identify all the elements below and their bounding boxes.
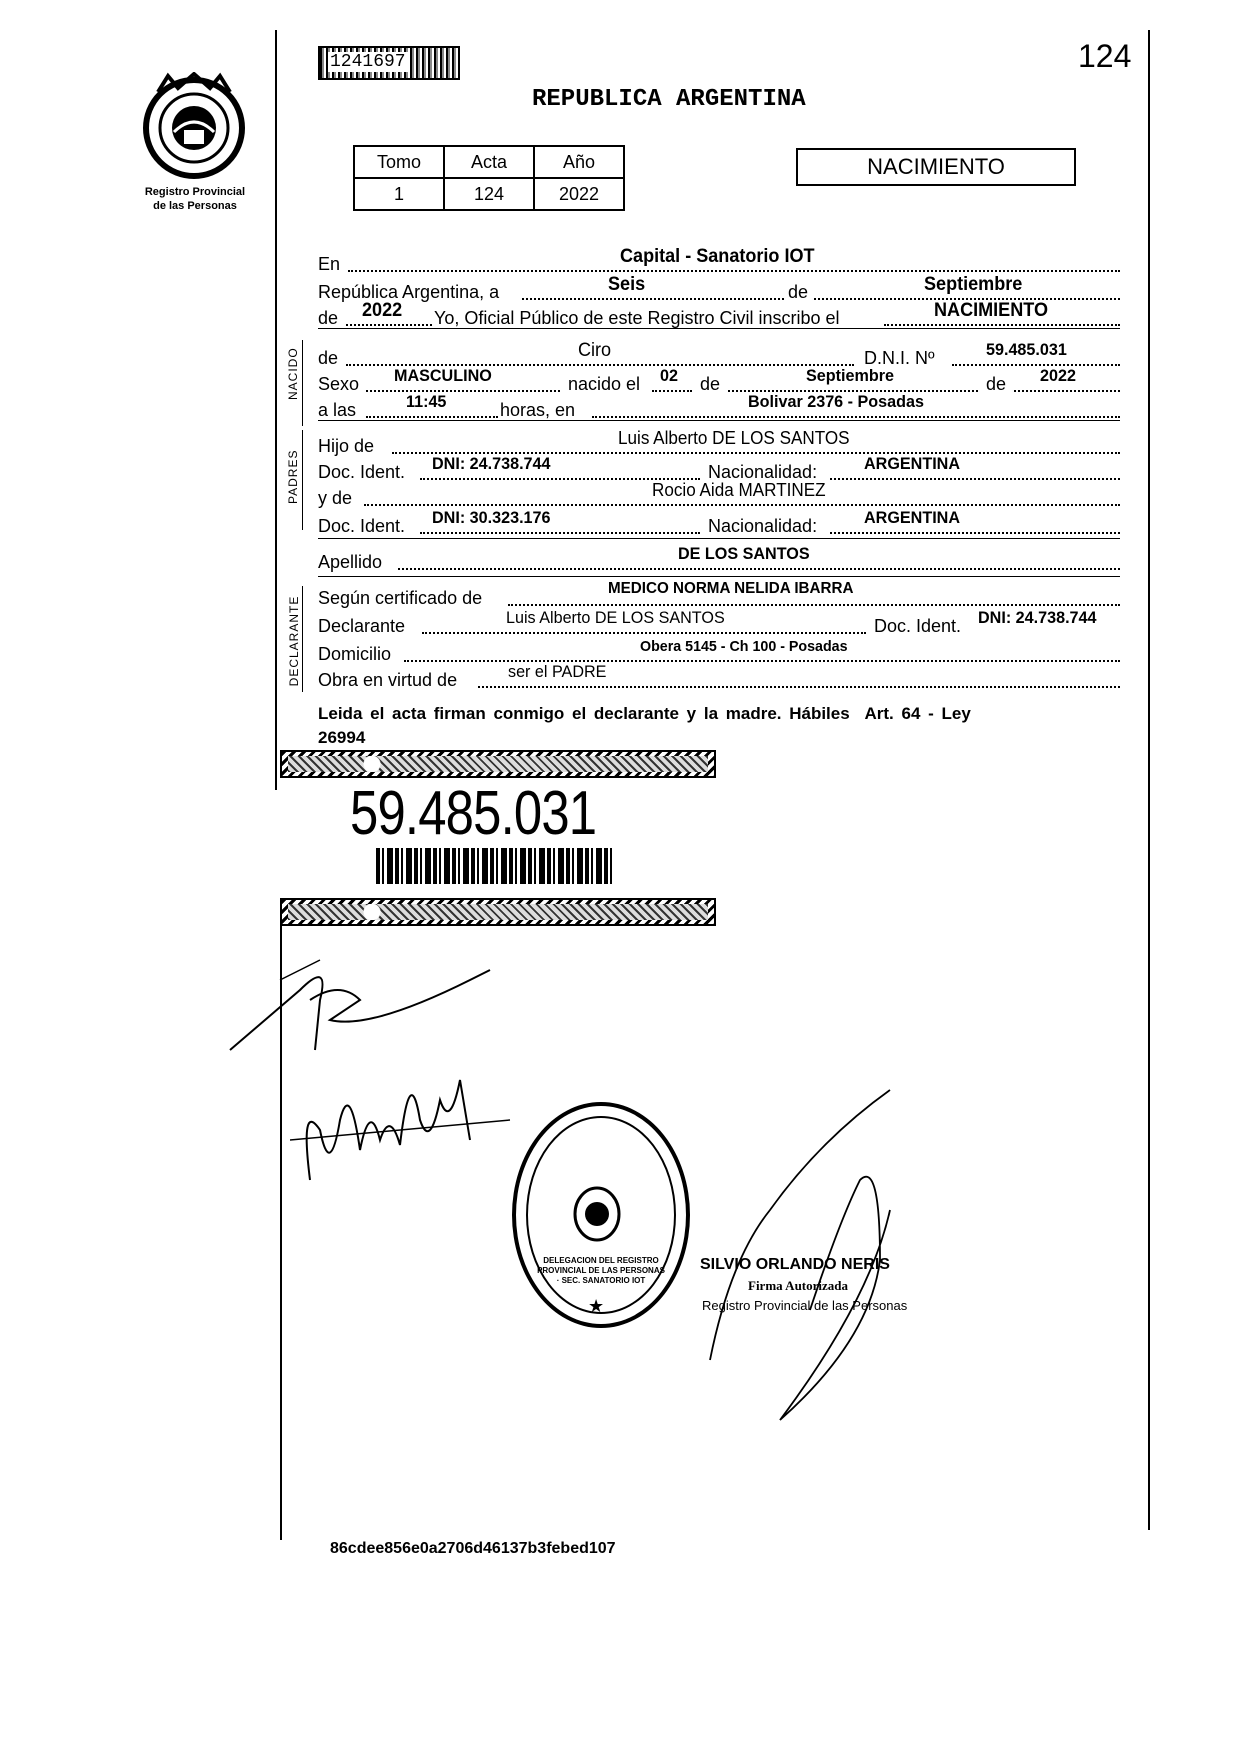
birth-day-dots — [652, 390, 692, 392]
page-number: 124 — [1078, 38, 1132, 74]
dni-label: D.N.I. Nº — [864, 348, 935, 368]
en-dots — [348, 270, 1120, 272]
acta-value: 124 — [444, 178, 534, 210]
tomo-value: 1 — [354, 178, 444, 210]
event-dots — [884, 324, 1120, 326]
padre-value: Luis Alberto DE LOS SANTOS — [618, 428, 850, 448]
doc2-value: DNI: 30.323.176 — [432, 508, 551, 527]
official-seal — [512, 1102, 690, 1328]
nac2-label: Nacionalidad: — [708, 516, 818, 536]
obra-label: Obra en virtud de — [318, 670, 458, 690]
doc1-value: DNI: 24.738.744 — [432, 454, 551, 473]
divider-2 — [318, 420, 1120, 421]
serial-stamp: 1241697 — [318, 46, 460, 80]
seal-text: DELEGACION DEL REGISTRO PROVINCIAL DE LAS PERSONAS · SEC. SANATORIO IOT — [537, 1256, 665, 1285]
official-signature-icon — [690, 1060, 950, 1440]
official-title: Firma Autorizada — [748, 1278, 849, 1293]
padres-bracket — [302, 430, 303, 530]
hijo-label: Hijo de — [318, 436, 375, 456]
sexo-value: MASCULINO — [394, 366, 492, 385]
nac1-label: Nacionalidad: — [708, 462, 818, 482]
anio-value: 2022 — [534, 178, 624, 210]
declarante-value: Luis Alberto DE LOS SANTOS — [506, 608, 725, 627]
doc2-label: Doc. Ident. — [318, 516, 406, 536]
act-type-box — [796, 148, 1076, 186]
year-dots — [346, 324, 432, 326]
en-label: En — [318, 254, 341, 274]
declarante-label: Declarante — [318, 616, 406, 636]
tomo-header: Tomo — [354, 146, 444, 178]
de4-label: de — [986, 374, 1007, 394]
lugar-value: Bolivar 2376 - Posadas — [748, 392, 924, 411]
birth-day: 02 — [660, 366, 678, 385]
dni-dots — [952, 364, 1120, 366]
birth-month: Septiembre — [806, 366, 894, 385]
horas-label: horas, en — [500, 400, 576, 420]
nombre-value: Ciro — [578, 340, 612, 361]
logo-caption-1: Registro Provincial — [144, 186, 246, 198]
act-type-label: NACIMIENTO — [867, 154, 1005, 179]
section-declarante: DECLARANTE — [287, 595, 301, 687]
birth-year-dots — [1014, 390, 1120, 392]
official-name: SILVIO ORLANDO NERIS — [700, 1256, 890, 1273]
lugar-dots — [592, 416, 1120, 418]
note-line-1: Leida el acta firman conmigo el declarante y la madre. Hábiles Art. 64 - Ley — [318, 704, 971, 723]
right-margin-line — [1148, 30, 1150, 1530]
logo-caption-2: de las Personas — [153, 200, 237, 212]
seal-star-icon: ★ — [588, 1296, 605, 1316]
divider-4 — [318, 576, 1120, 577]
hora-value: 11:45 — [406, 392, 447, 411]
sexo-label: Sexo — [318, 374, 360, 394]
madre-dots — [364, 504, 1120, 506]
doc3-label: Doc. Ident. — [874, 616, 962, 636]
barcode-icon — [376, 848, 614, 884]
de-label: de — [788, 282, 809, 302]
doc2-dots — [420, 532, 700, 534]
divider-1 — [318, 328, 1120, 329]
segun-label: Según certificado de — [318, 588, 483, 608]
acta-header: Acta — [444, 146, 534, 178]
hora-dots — [366, 416, 498, 418]
en-value: Capital - Sanatorio IOT — [620, 246, 815, 267]
divider-3 — [318, 538, 1120, 539]
year-value: 2022 — [362, 300, 403, 321]
registry-table — [353, 145, 625, 211]
doc1-label: Doc. Ident. — [318, 462, 406, 482]
security-band-top — [280, 750, 716, 778]
declarante-dots — [422, 632, 866, 634]
de3-label: de — [700, 374, 721, 394]
day-value: Seis — [608, 274, 646, 295]
yo-label: Yo, Oficial Público de este Registro Civil inscribo el — [434, 308, 840, 328]
domicilio-value: Obera 5145 - Ch 100 - Posadas — [640, 638, 848, 655]
section-padres: PADRES — [286, 449, 300, 504]
alas-label: a las — [318, 400, 357, 420]
event-value: NACIMIENTO — [934, 300, 1048, 321]
province-emblem-icon — [138, 72, 250, 184]
sexo-dots — [366, 390, 560, 392]
seal-emblem-icon — [571, 1186, 623, 1242]
obra-dots — [478, 686, 1120, 688]
domicilio-label: Domicilio — [318, 644, 392, 664]
segun-value: MEDICO NORMA NELIDA IBARRA — [608, 580, 854, 597]
document-hash: 86cdee856e0a2706d46137b3febed107 — [330, 1540, 616, 1557]
de2-label: de — [318, 308, 339, 328]
nac1-dots — [830, 478, 1120, 480]
madre-value: Rocio Aida MARTINEZ — [652, 480, 826, 500]
nombre-label: de — [318, 348, 339, 368]
day-dots — [522, 298, 784, 300]
nacido-bracket — [302, 340, 303, 426]
yde-label: y de — [318, 488, 353, 508]
doc3-value: DNI: 24.738.744 — [978, 608, 1097, 627]
apellido-dots — [398, 568, 1120, 570]
republica-label: República Argentina, a — [318, 282, 500, 302]
obra-value: ser el PADRE — [508, 662, 607, 681]
declarante-bracket — [302, 586, 303, 692]
dni-value: 59.485.031 — [986, 340, 1067, 359]
official-org: Registro Provincial de las Personas — [702, 1298, 908, 1313]
registry-logo — [138, 72, 250, 184]
month-value: Septiembre — [924, 274, 1023, 295]
section-nacido: NACIDO — [286, 347, 300, 400]
nac2-dots — [830, 532, 1120, 534]
barcode-number: 59.485.031 — [350, 779, 597, 848]
country-title: REPUBLICA ARGENTINA — [532, 86, 806, 113]
apellido-label: Apellido — [318, 552, 383, 572]
mother-signature-icon — [290, 1040, 520, 1190]
left-margin-line — [275, 30, 277, 790]
nacido-label: nacido el — [568, 374, 641, 394]
nac2-value: ARGENTINA — [864, 508, 961, 527]
nac1-value: ARGENTINA — [864, 454, 961, 473]
note-line-2: 26994 — [318, 728, 366, 747]
segun-dots — [508, 604, 1120, 606]
security-band-bottom — [280, 898, 716, 926]
apellido-value: DE LOS SANTOS — [678, 544, 810, 563]
anio-header: Año — [534, 146, 624, 178]
birth-year: 2022 — [1040, 366, 1076, 385]
